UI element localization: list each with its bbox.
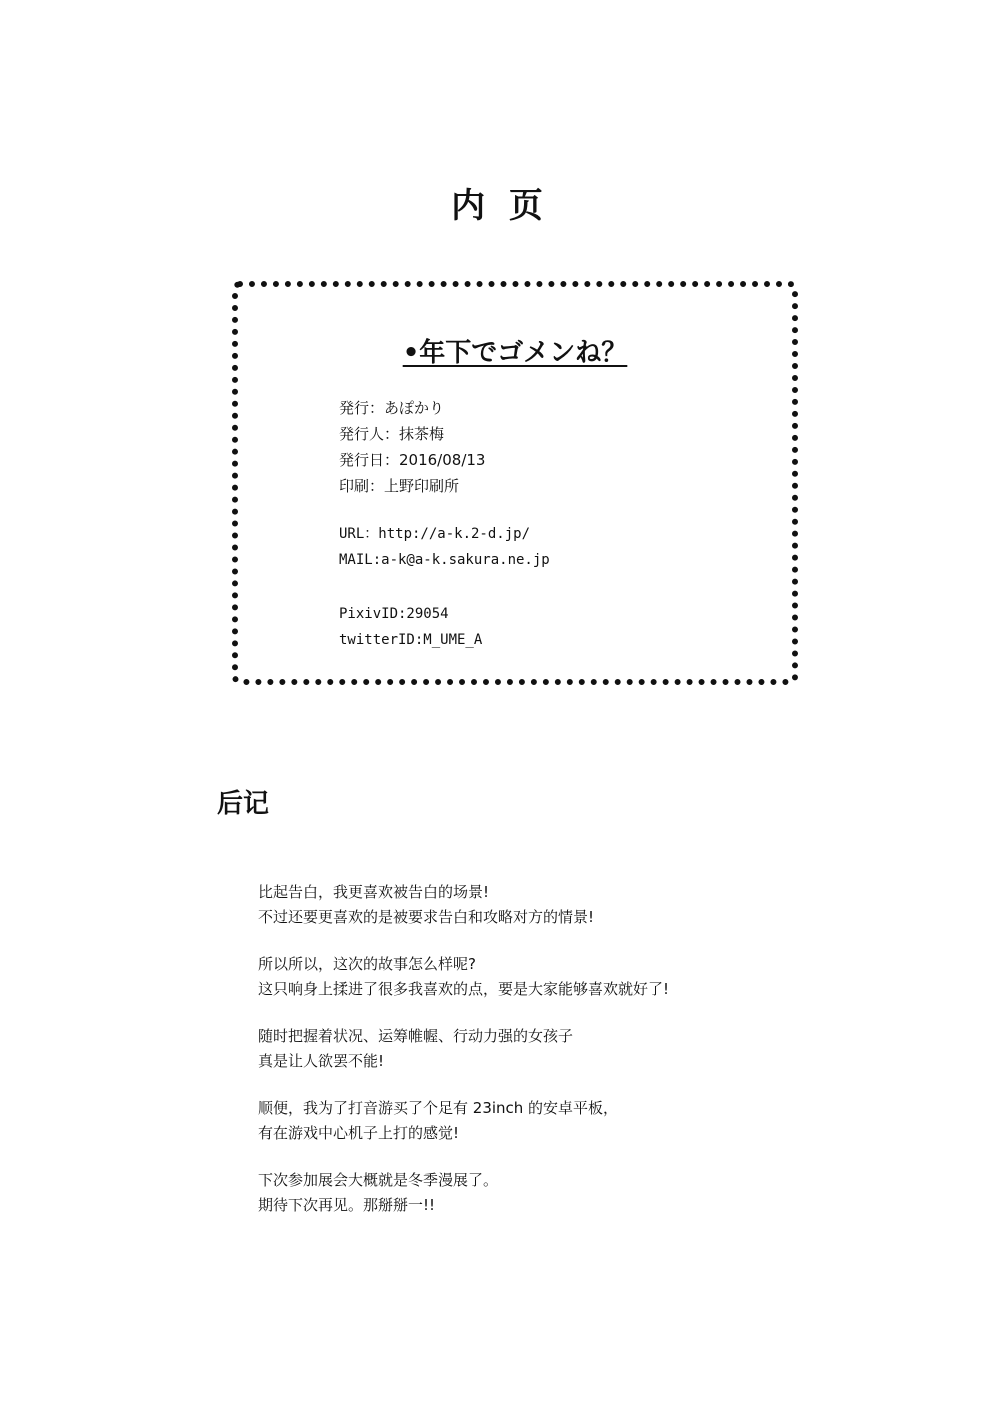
afterword-paragraph (258, 1024, 778, 1074)
afterword-paragraph (258, 880, 778, 930)
afterword-line: 有在游戏中心机子上打的感觉! (258, 1124, 460, 1142)
page-title: 内 页 (451, 186, 549, 226)
printer-line: 印刷：上野印刷所 (339, 477, 460, 495)
book-title-text: •年下でゴメンね？ (402, 338, 628, 368)
afterword-line: 下次参加展会大概就是冬季漫展了。 (258, 1171, 499, 1189)
url-line: URL：http://a-k.2-d.jp/ (339, 526, 531, 542)
colophon-box (232, 281, 798, 685)
publish-date-line: 発行日：2016/08/13 (339, 451, 486, 469)
afterword-line: 不过还要更喜欢的是被要求告白和攻略对方的情景! (258, 908, 595, 926)
social-info (339, 601, 482, 653)
afterword-line: 所以所以，这次的故事怎么样呢? (258, 955, 476, 973)
afterword-paragraph (258, 1168, 778, 1218)
afterword-title: 后记 (217, 789, 270, 819)
afterword-paragraph (258, 952, 778, 1002)
twitter-id-line: twitterID:M_UME_A (339, 632, 483, 648)
book-title (238, 332, 792, 369)
afterword-line: 比起告白，我更喜欢被告白的场景! (258, 883, 490, 901)
contact-info (339, 521, 550, 573)
publisher-line: 発行：あぽかり (339, 399, 445, 417)
afterword-line: 真是让人欲罢不能! (258, 1052, 385, 1070)
afterword-paragraph (258, 1096, 778, 1146)
afterword-line: 期待下次再见。那掰掰一!! (258, 1196, 436, 1214)
afterword-body (258, 880, 778, 1240)
afterword-line: 顺便，我为了打音游买了个足有 23inch 的安卓平板， (258, 1099, 619, 1117)
afterword-line: 这只响身上揉进了很多我喜欢的点，要是大家能够喜欢就好了! (258, 980, 670, 998)
publication-info (339, 395, 485, 499)
mail-line: MAIL:a-k@a-k.sakura.ne.jp (339, 552, 550, 568)
afterword-line: 随时把握着状况、运筹帷幄、行动力强的女孩子 (258, 1027, 574, 1045)
issuer-line: 発行人：抹茶梅 (339, 425, 445, 443)
pixiv-id-line: PixivID:29054 (339, 606, 449, 622)
